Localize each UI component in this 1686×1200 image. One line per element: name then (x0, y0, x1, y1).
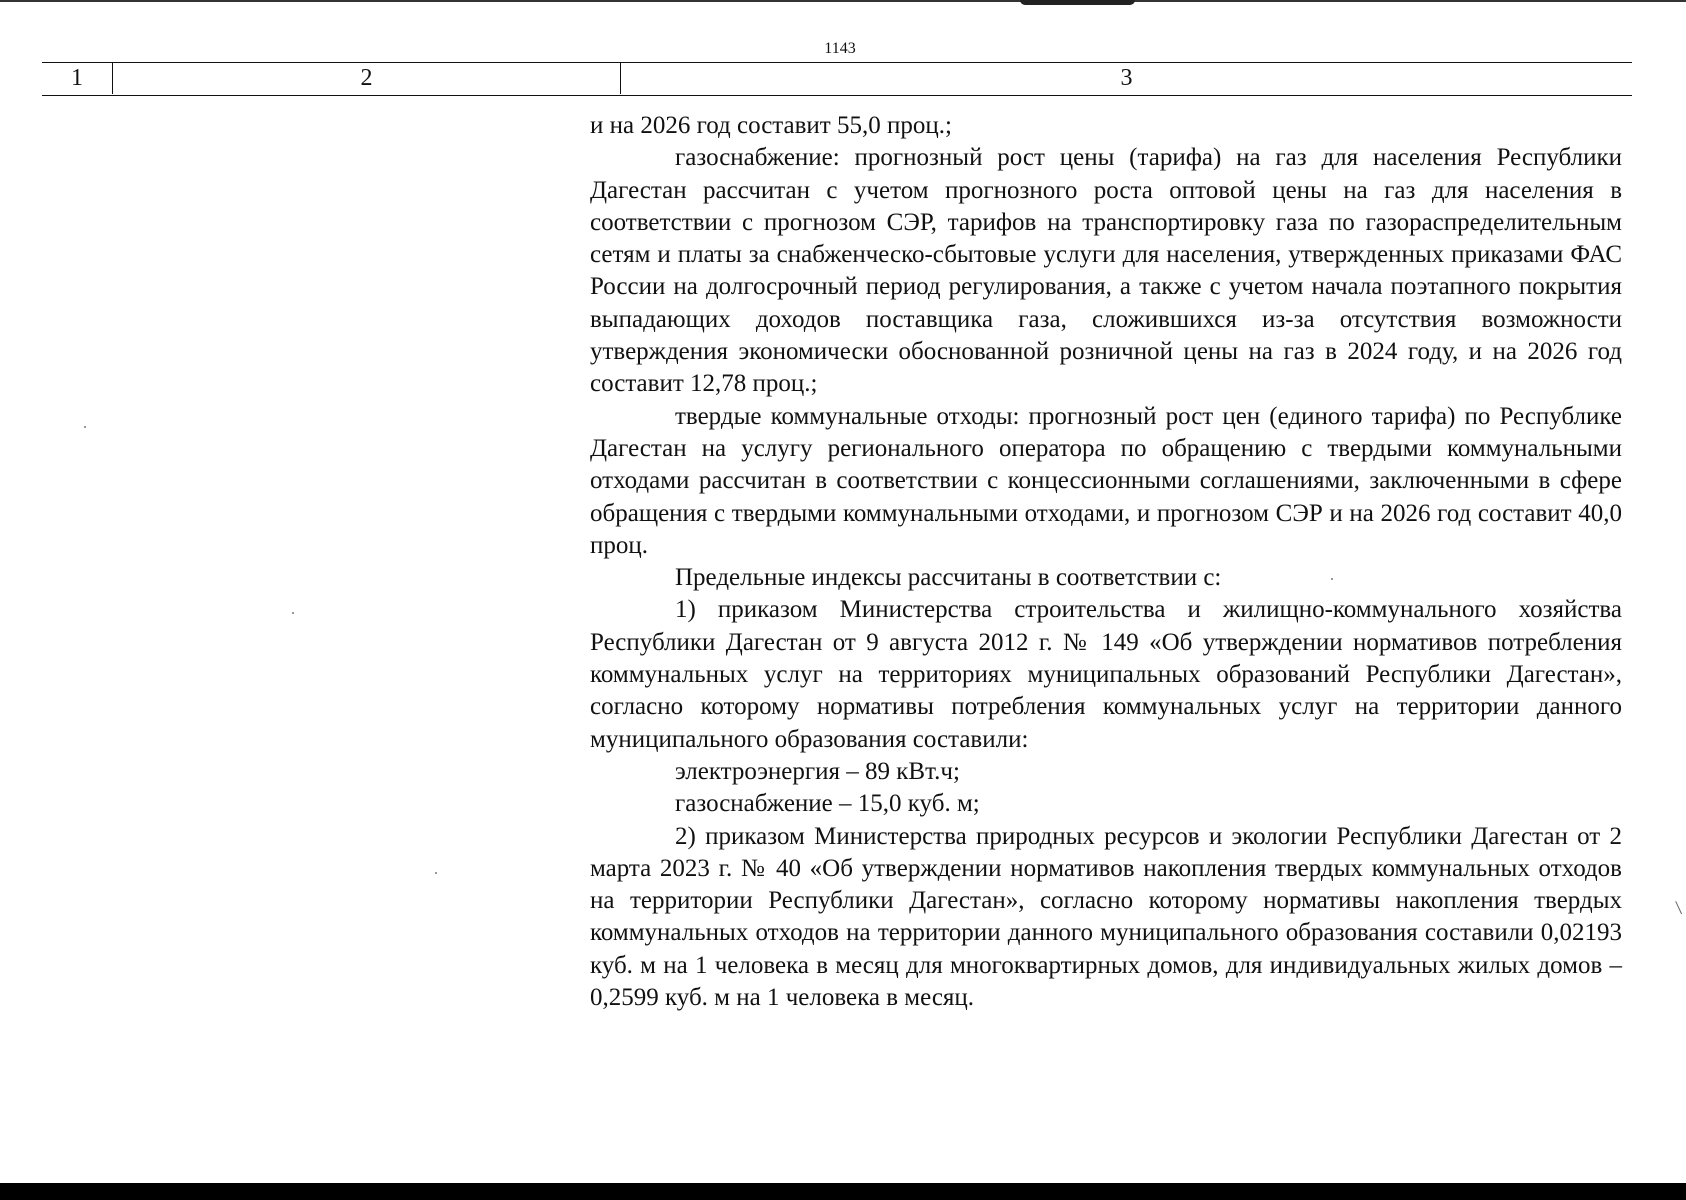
scan-speck (84, 426, 86, 428)
column-header-row (42, 62, 1632, 96)
page-number: 1143 (824, 40, 856, 57)
scan-edge-mark (1675, 900, 1685, 914)
paragraph-gas-norm: газоснабжение – 15,0 куб. м; (675, 790, 980, 818)
paragraph-order-2: 2) приказом Министерства природных ресурсов и экологии Республики Дагестан от 2 марта 2023 г. № 40 «Об утверждении нормативов накопления твердых коммунальных отходов на территории Республики Дагестан», согласно которому нормативы накопления твердых коммунальных отходов на территории данного муниципального образования составили 0,02193 куб. м на 1 человека в месяц для многоквартирных домов, для индивидуальных жилых домов – 0,2599 куб. м на 1 человека в месяц. (590, 822, 1622, 1012)
scan-speck (1331, 578, 1333, 580)
paragraph-solid-waste: твердые коммунальные отходы: прогнозный рост цен (единого тарифа) по Республике Дагестан на услугу регионального оператора по обращению с твердыми коммунальными отходами рассчитан в соответствии с концессионными соглашениями, заключенными в сфере обращения с твердыми коммунальными отходами, и прогнозом СЭР и на 2026 год составит 40,0 проц. (590, 402, 1622, 559)
column-header-1: 1 (71, 65, 83, 91)
scan-artifact (1020, 0, 1135, 5)
paragraph-electricity-norm: электроэнергия – 89 кВт.ч; (675, 757, 960, 785)
paragraph-indices-intro: Предельные индексы рассчитаны в соответствии с: (675, 564, 1222, 592)
scan-speck (435, 872, 437, 874)
scan-bottom-edge (0, 1183, 1686, 1200)
scan-top-edge (0, 0, 1686, 2)
column-header-3: 3 (620, 63, 1632, 94)
paragraph-gas-supply: газоснабжение: прогнозный рост цены (тарифа) на газ для населения Республики Дагестан рассчитан с учетом прогнозного роста оптовой цены на газ для населения в соответствии с прогнозом СЭР, тарифов на транспортировку газа по газораспределительным сетям и платы за снабженческо-сбытовые услуги для населения, утвержденных приказами ФАС России на долгосрочный период регулирования, а также с учетом начала поэтапного покрытия выпадающих доходов поставщика газа, сложившихся из-за отсутствия возможности утверждения экономически обоснованной розничной цены на газ в 2024 году, и на 2026 год составит 12,78 проц.; (590, 144, 1622, 398)
document-body (590, 110, 1622, 1014)
paragraph-continuation: и на 2026 год составит 55,0 проц.; (590, 112, 952, 139)
paragraph-order-1: 1) приказом Министерства строительства и жилищно-коммунального хозяйства Республики Дагестан от 9 августа 2012 г. № 149 «Об утверждении нормативов потребления коммунальных услуг на территориях муниципальных образований Республики Дагестан», согласно которому нормативы потребления коммунальных услуг на территории данного муниципального образования составили: (590, 596, 1622, 753)
scan-speck (292, 612, 294, 614)
column-header-2: 2 (112, 63, 620, 94)
